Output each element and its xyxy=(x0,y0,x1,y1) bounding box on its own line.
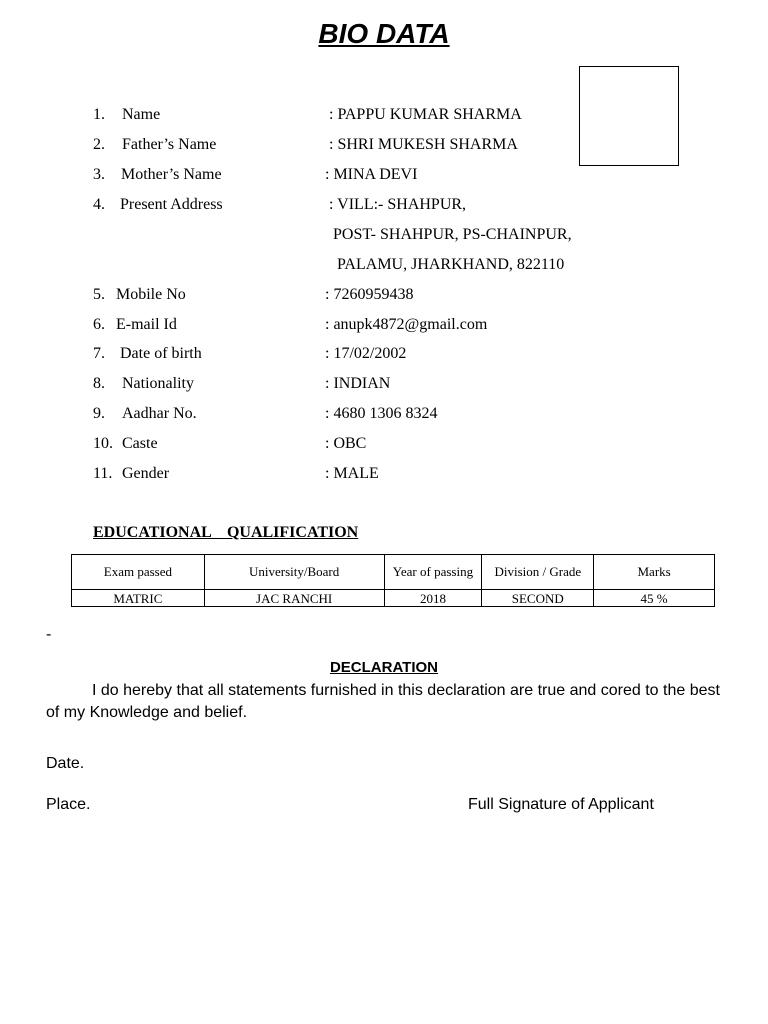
field-number: 11. xyxy=(93,465,113,482)
field-value-address-line2: POST- SHAHPUR, PS-CHAINPUR, xyxy=(333,226,572,243)
field-value-nationality: : INDIAN xyxy=(325,375,391,392)
field-label-gender: Gender xyxy=(122,465,170,482)
column-header-year: Year of passing xyxy=(384,555,482,590)
column-header-board: University/Board xyxy=(204,555,384,590)
field-number: 9. xyxy=(93,405,105,422)
field-value-aadhar: : 4680 1306 8324 xyxy=(325,405,438,422)
field-value-email: : anupk4872@gmail.com xyxy=(325,316,488,333)
declaration-text: I do hereby that all statements furnished in this declaration are true and cored to the best of my Knowledge and belief. xyxy=(46,682,720,721)
place-label: Place. xyxy=(46,796,91,813)
stray-dash: - xyxy=(46,626,52,643)
page-title: BIO DATA xyxy=(318,18,450,49)
field-label-father-name: Father’s Name xyxy=(122,136,217,153)
field-label-dob: Date of birth xyxy=(120,345,202,362)
column-header-marks: Marks xyxy=(594,555,715,590)
field-number: 3. xyxy=(93,166,105,183)
field-number: 6. xyxy=(93,316,105,333)
field-value-caste: : OBC xyxy=(325,435,367,452)
field-number: 4. xyxy=(93,196,105,213)
field-value-dob: : 17/02/2002 xyxy=(325,345,407,362)
field-number: 2. xyxy=(93,136,105,153)
education-heading: EDUCATIONAL QUALIFICATION xyxy=(93,524,359,541)
table-cell: 2018 xyxy=(384,590,482,607)
table-cell: MATRIC xyxy=(72,590,205,607)
signature-label: Full Signature of Applicant xyxy=(468,796,654,813)
field-label-aadhar: Aadhar No. xyxy=(122,405,197,422)
field-label-address: Present Address xyxy=(120,196,223,213)
column-header-division: Division / Grade xyxy=(482,555,594,590)
table-cell: 45 % xyxy=(594,590,715,607)
field-value-mobile: : 7260959438 xyxy=(325,286,414,303)
declaration-heading: DECLARATION xyxy=(329,659,439,676)
field-number: 1. xyxy=(93,106,105,123)
field-value-father-name: : SHRI MUKESH SHARMA xyxy=(329,136,518,153)
field-label-email: E-mail Id xyxy=(116,316,177,333)
field-label-nationality: Nationality xyxy=(122,375,194,392)
field-label-name: Name xyxy=(122,106,161,123)
field-value-name: : PAPPU KUMAR SHARMA xyxy=(329,106,522,123)
date-label: Date. xyxy=(46,755,85,772)
photo-placeholder xyxy=(579,66,679,166)
table-header-row xyxy=(72,555,715,590)
field-number: 10. xyxy=(93,435,113,452)
field-number: 8. xyxy=(93,375,105,392)
field-value-gender: : MALE xyxy=(325,465,379,482)
field-value-address-line3: PALAMU, JHARKHAND, 822110 xyxy=(337,256,565,273)
field-label-mobile: Mobile No xyxy=(116,286,186,303)
field-value-address-line1: : VILL:- SHAHPUR, xyxy=(329,196,467,213)
table-cell: JAC RANCHI xyxy=(204,590,384,607)
field-number: 7. xyxy=(93,345,105,362)
field-number: 5. xyxy=(93,286,105,303)
table-cell: SECOND xyxy=(482,590,594,607)
education-table xyxy=(71,554,715,607)
column-header-exam: Exam passed xyxy=(72,555,205,590)
table-row xyxy=(72,590,715,607)
field-value-mother-name: : MINA DEVI xyxy=(325,166,418,183)
field-label-mother-name: Mother’s Name xyxy=(121,166,222,183)
field-label-caste: Caste xyxy=(122,435,158,452)
